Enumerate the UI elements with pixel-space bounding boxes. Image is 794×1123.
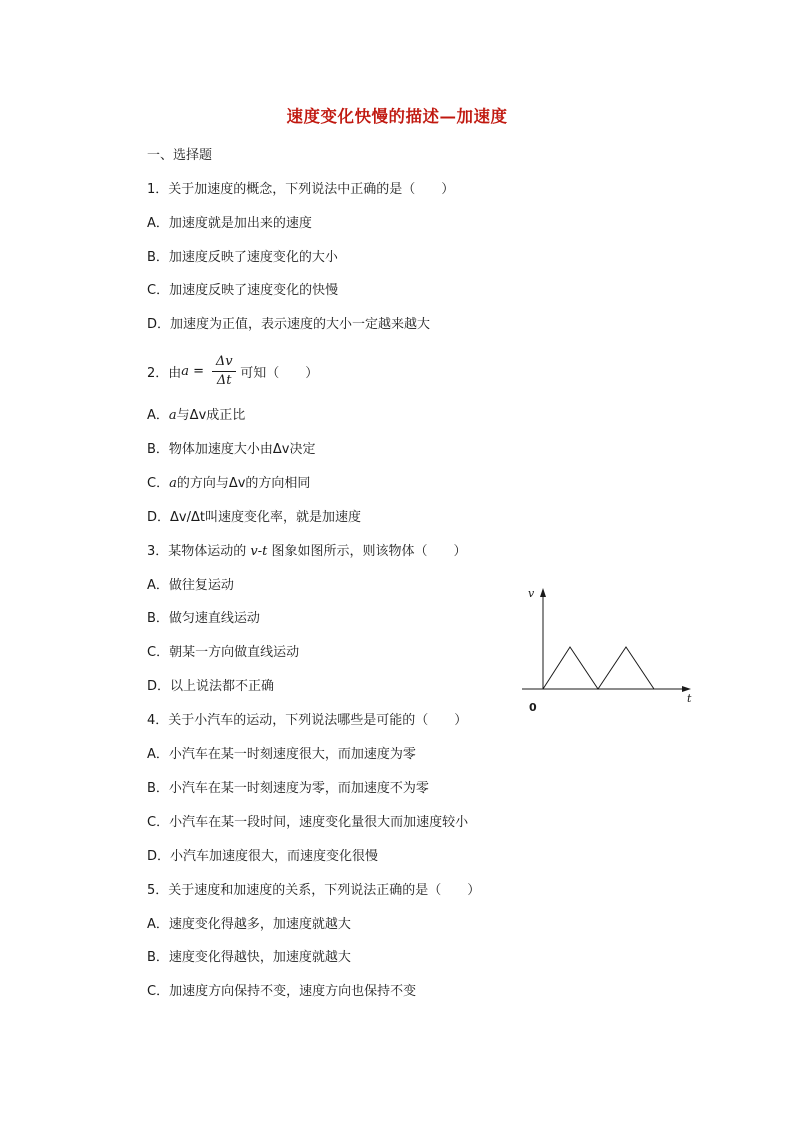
stem-vt: v-t: [250, 544, 268, 559]
option-var: a: [168, 408, 177, 423]
question-1-stem: 1．关于加速度的概念，下列说法中正确的是（ ）: [147, 182, 455, 197]
option-text: 的方向与Δv的方向相同: [176, 476, 311, 491]
graph-y-label: v: [528, 587, 535, 600]
question-4-option-d: D．小汽车加速度很大，而速度变化很慢: [147, 849, 379, 864]
option-label: A．: [147, 408, 169, 423]
stem-prefix: 3．某物体运动的: [147, 544, 251, 559]
question-1-option-c: C．加速度反映了速度变化的快慢: [147, 283, 339, 298]
question-3-option-c: C．朝某一方向做直线运动: [147, 645, 300, 660]
question-2-option-d: D．Δv/Δt叫速度变化率，就是加速度: [147, 510, 361, 525]
question-4-option-c: C．小汽车在某一段时间，速度变化量很大而加速度较小: [147, 815, 469, 830]
question-2-prefix: 2．由: [147, 365, 182, 381]
graph-x-label: t: [687, 692, 692, 705]
question-2-option-a: [147, 407, 245, 425]
question-1-option-d: D．加速度为正值，表示速度的大小一定越来越大: [147, 317, 431, 332]
page-title: 速度变化快慢的描述—加速度: [286, 107, 508, 126]
question-5-stem: 5．关于速度和加速度的关系，下列说法正确的是（ ）: [147, 883, 481, 898]
question-2-option-c: [147, 475, 310, 493]
fraction-bar: [212, 371, 236, 372]
fraction-denominator: Δt: [216, 372, 232, 388]
question-2-stem: [147, 351, 318, 391]
question-5-option-c: C．加速度方向保持不变，速度方向也保持不变: [147, 984, 417, 999]
question-2-equals: =: [189, 363, 209, 379]
question-2-option-b: B．物体加速度大小由Δv决定: [147, 442, 316, 457]
question-3-stem: [147, 543, 467, 561]
graph-origin-label: 0: [529, 701, 537, 714]
vt-graph: [517, 585, 697, 715]
option-var: a: [169, 476, 177, 491]
question-3-option-d: D．以上说法都不正确: [147, 679, 275, 694]
option-text: 与Δv成正比: [176, 408, 246, 423]
question-5-option-b: B．速度变化得越快，加速度就越大: [147, 950, 351, 965]
question-2-var-a: a: [181, 363, 190, 379]
graph-velocity-line: [543, 647, 654, 689]
fraction-numerator: Δv: [215, 353, 233, 369]
question-4-option-a: A．小汽车在某一时刻速度很大，而加速度为零: [147, 747, 416, 762]
question-3-option-a: A．做往复运动: [147, 578, 234, 593]
question-3-option-b: B．做匀速直线运动: [147, 611, 260, 626]
section-heading: 一、选择题: [147, 148, 213, 163]
question-1-option-a: A．加速度就是加出来的速度: [147, 216, 312, 231]
question-2-suffix: 可知（ ）: [240, 365, 319, 381]
question-4-stem: 4．关于小汽车的运动，下列说法哪些是可能的（ ）: [147, 713, 468, 728]
question-4-option-b: B．小汽车在某一时刻速度为零，而加速度不为零: [147, 781, 429, 796]
graph-y-arrow: [540, 588, 546, 597]
option-label: C．: [147, 476, 170, 491]
stem-suffix: 图象如图所示，则该物体（ ）: [267, 544, 467, 559]
question-2-fraction: [212, 354, 236, 389]
question-1-option-b: B．加速度反映了速度变化的大小: [147, 250, 338, 265]
question-5-option-a: A．速度变化得越多，加速度就越大: [147, 917, 351, 932]
